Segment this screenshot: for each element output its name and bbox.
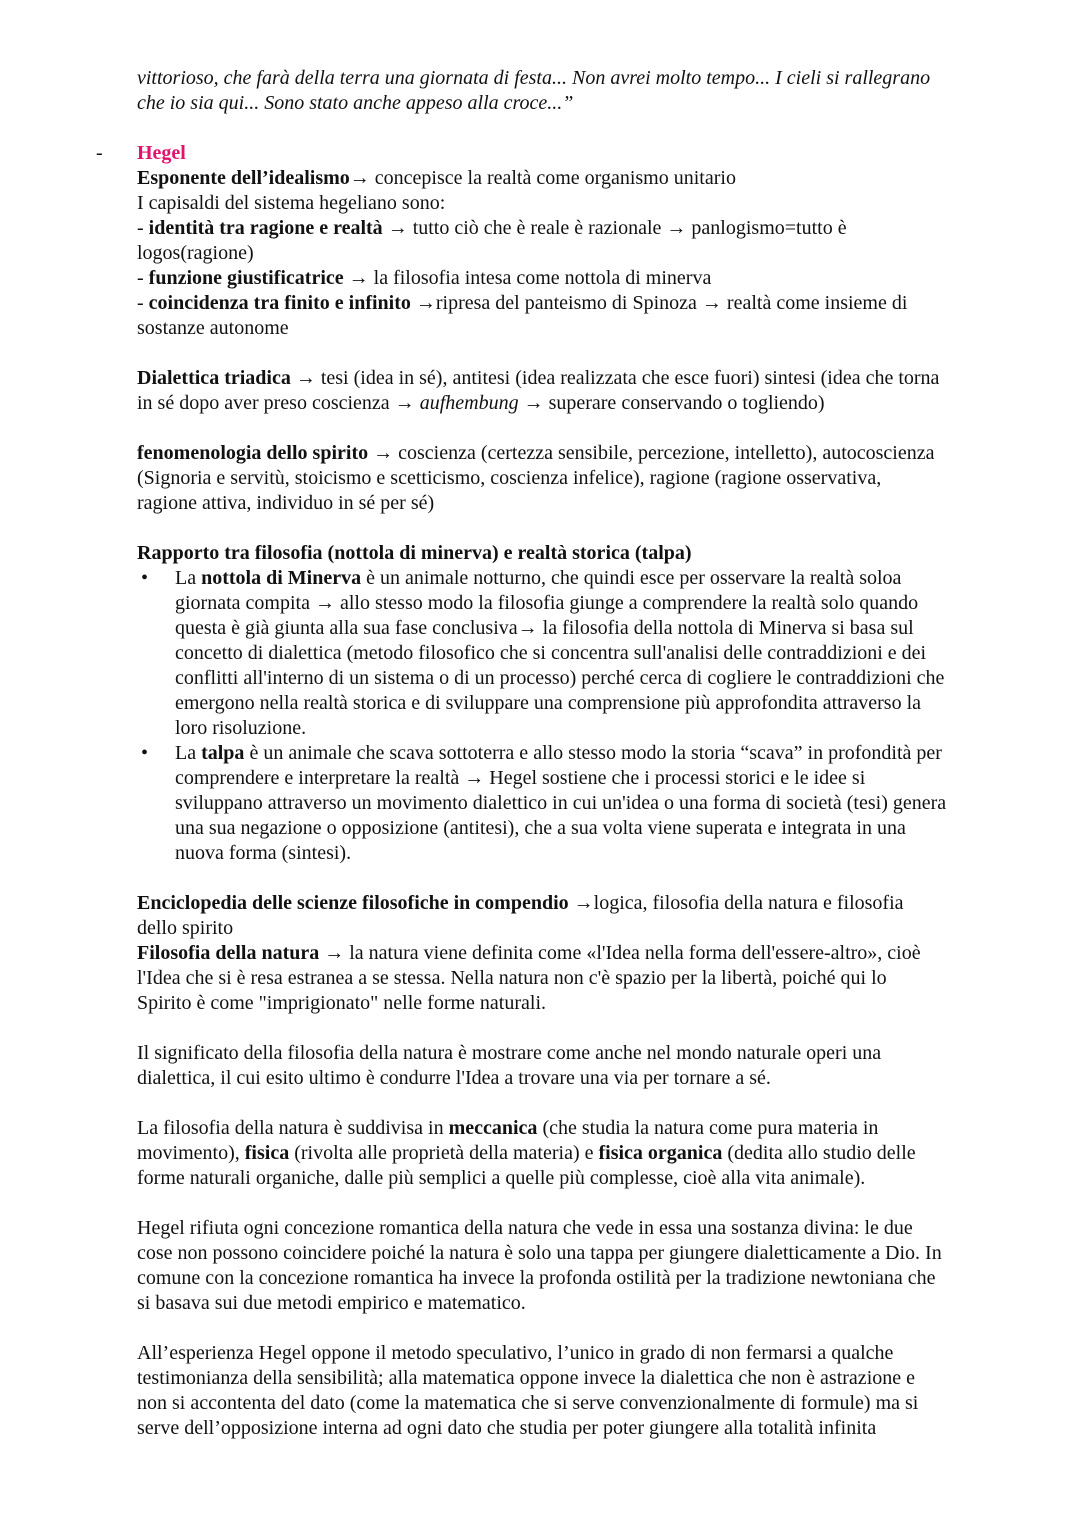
text: (rivolta alle proprietà della materia) e — [289, 1142, 599, 1164]
paragraph-line — [137, 391, 1017, 416]
paragraph-line: forme naturali organiche, dalle più semplici a quelle più complesse, cioè alla vita animale). — [137, 1167, 866, 1189]
term-bold: coincidenza tra finito e infinito — [148, 292, 411, 314]
paragraph-line: ragione attiva, individuo in sé per sé) — [137, 492, 435, 514]
paragraph-line: serve dell’opposizione interna ad ogni dato che studia per poter giungere alla totalità infinita — [137, 1417, 877, 1439]
text: La — [175, 742, 202, 764]
paragraph-line — [137, 891, 1017, 916]
hegel-section — [96, 141, 1017, 341]
term-bold: fenomenologia dello spirito — [137, 442, 369, 464]
paragraph-line: l'Idea che si è resa estranea a se stessa. Nella natura non c'è spazio per la libertà, poiché qui lo — [137, 967, 887, 989]
paragraph-line: testimonianza della sensibilità; alla matematica oppone invece la dialettica che non è astrazione e — [137, 1367, 915, 1389]
item-text: → la filosofia intesa come nottola di minerva — [343, 267, 712, 289]
text: → la natura viene definita come «l'Idea nella forma dell'essere-altro», cioè — [319, 942, 921, 964]
paragraph-line: emergono nella realtà storica e di sviluppare una comprensione più approfondita attraverso la — [175, 692, 922, 714]
paragraph-line: All’esperienza Hegel oppone il metodo speculativo, l’unico in grado di non fermarsi a qualche — [137, 1342, 894, 1364]
paragraph-line: questa è già giunta alla sua fase conclusiva→ la filosofia della nottola di Minerva si basa sul — [175, 617, 914, 639]
term-bold: Esponente dell’idealismo — [137, 167, 350, 189]
text: movimento), — [137, 1142, 245, 1164]
paragraph-line: sviluppano attraverso un movimento dialettico in cui un'idea o una forma di società (tesi) genera — [175, 792, 947, 814]
document-body — [96, 66, 1017, 1441]
text: → coscienza (certezza sensibile, percezione, intelletto), autocoscienza — [368, 442, 935, 464]
hegel-title: Hegel — [137, 142, 186, 164]
quote-line: vittorioso, che farà della terra una giornata di festa... Non avrei molto tempo... I cieli si rallegrano — [137, 67, 931, 89]
paragraph-line: dialettica, il cui esito ultimo è condurre l'Idea a trovare una via per tornare a sé. — [137, 1067, 771, 1089]
text: → superare conservando o togliendo) — [518, 392, 825, 414]
text: è un animale notturno, che quindi esce per osservare la realtà soloa — [361, 567, 902, 589]
text: è un animale che scava sottoterra e allo stesso modo la storia “scava” in profondità per — [244, 742, 942, 764]
text: in sé dopo aver preso coscienza → — [137, 392, 420, 414]
term-bold: Filosofia della natura — [137, 942, 320, 964]
term-bold: fisica organica — [598, 1142, 723, 1164]
paragraph-line: comune con la concezione romantica ha invece la profonda ostilità per la tradizione newtoniana che — [137, 1267, 936, 1289]
bullet-icon: • — [141, 567, 149, 589]
quote-line: che io sia qui... Sono stato anche appeso alla croce...” — [137, 92, 574, 114]
dialettica-paragraph — [137, 366, 1017, 416]
paragraph-line: comprendere e interpretare la realtà → Hegel sostiene che i processi storici e le idee si — [175, 767, 866, 789]
paragraph-line: (Signoria e servitù, stoicismo e scetticismo, coscienza infelice), ragione (ragione osservativa, — [137, 467, 882, 489]
significato-paragraph — [137, 1041, 1017, 1091]
paragraph-line: non si accontenta del dato (come la matematica che si serve convenzionalmente di formule) ma si — [137, 1392, 919, 1414]
item-dash: - — [137, 292, 149, 314]
text: La — [175, 567, 202, 589]
esperienza-paragraph — [137, 1341, 1017, 1441]
list-item — [137, 741, 1017, 866]
term-bold: meccanica — [448, 1117, 538, 1139]
rapporto-heading — [137, 541, 1017, 566]
heading-bold: Rapporto tra filosofia (nottola di minerva) e realtà storica (talpa) — [137, 542, 692, 564]
paragraph-line: Il significato della filosofia della natura è mostrare come anche nel mondo naturale operi una — [137, 1042, 882, 1064]
term-bold: identità tra ragione e realtà — [148, 217, 383, 239]
capisaldo-item-cont: sostanze autonome — [137, 317, 289, 339]
paragraph-line: dello spirito — [137, 917, 234, 939]
text: → tesi (idea in sé), antitesi (idea realizzata che esce fuori) sintesi (idea che torna — [290, 367, 940, 389]
paragraph-line — [175, 566, 1017, 591]
paragraph-line — [137, 941, 1017, 966]
item-dash: - — [137, 217, 149, 239]
fenomenologia-paragraph — [137, 441, 1017, 516]
text: La filosofia della natura è suddivisa in — [137, 1117, 449, 1139]
rapporto-section — [137, 541, 1017, 866]
item-text: →ripresa del panteismo di Spinoza → realtà come insieme di — [410, 292, 908, 314]
text: (dedita allo studio delle — [722, 1142, 916, 1164]
paragraph-line: giornata compita → allo stesso modo la filosofia giunge a comprendere la realtà solo quando — [175, 592, 919, 614]
term-bold: talpa — [201, 742, 245, 764]
capisaldo-item-cont: logos(ragione) — [137, 242, 254, 264]
item-text: → tutto ciò che è reale è razionale → panlogismo=tutto è — [382, 217, 847, 239]
term-bold: Enciclopedia delle scienze filosofiche in compendio — [137, 892, 569, 914]
enciclopedia-paragraph — [137, 891, 1017, 1016]
term-bold: Dialettica triadica — [137, 367, 291, 389]
romantica-paragraph — [137, 1216, 1017, 1316]
capisaldo-item — [137, 216, 1017, 241]
paragraph-line: concetto di dialettica (metodo filosofico che si concentra sull'analisi delle contraddizioni e dei — [175, 642, 927, 664]
paragraph-line — [137, 1141, 1017, 1166]
hegel-intro — [137, 166, 1017, 191]
paragraph-line: cose non possono coincidere poiché la natura è solo una tappa per giungere dialetticamente a Dio. In — [137, 1242, 942, 1264]
list-item — [137, 566, 1017, 741]
text: (che studia la natura come pura materia in — [537, 1117, 879, 1139]
capisaldo-item — [137, 291, 1017, 316]
quote-block — [137, 66, 1017, 116]
term-bold: fisica — [244, 1142, 290, 1164]
paragraph-line: si basava sui due metodi empirico e matematico. — [137, 1292, 526, 1314]
term-bold: funzione giustificatrice — [148, 267, 344, 289]
paragraph-line: loro risoluzione. — [175, 717, 307, 739]
paragraph-line — [175, 741, 1017, 766]
paragraph-line: conflitti all'interno di un sistema o di un processo) perché cerca di cogliere le contraddizioni che — [175, 667, 945, 689]
bullet-icon: • — [141, 742, 149, 764]
section-dash-marker: - — [96, 142, 103, 164]
paragraph-line: Hegel rifiuta ogni concezione romantica della natura che vede in essa una sostanza divina: le due — [137, 1217, 913, 1239]
capisaldo-item — [137, 266, 1017, 291]
paragraph-line: nuova forma (sintesi). — [175, 842, 352, 864]
capisaldi-intro: I capisaldi del sistema hegeliano sono: — [137, 192, 446, 214]
term-bold: nottola di Minerva — [201, 567, 362, 589]
paragraph-line — [137, 441, 1017, 466]
paragraph-line: Spirito è come "imprigionato" nelle forme naturali. — [137, 992, 546, 1014]
paragraph-line — [137, 366, 1017, 391]
text: →logica, filosofia della natura e filosofia — [568, 892, 904, 914]
suddivisione-paragraph — [137, 1116, 1017, 1191]
intro-text: → concepisce la realtà come organismo unitario — [349, 167, 736, 189]
paragraph-line — [137, 1116, 1017, 1141]
term-italic: aufhembung — [419, 392, 519, 414]
item-dash: - — [137, 267, 149, 289]
paragraph-line: una sua negazione o opposizione (antitesi), che a sua volta viene superata e integrata in una — [175, 817, 906, 839]
